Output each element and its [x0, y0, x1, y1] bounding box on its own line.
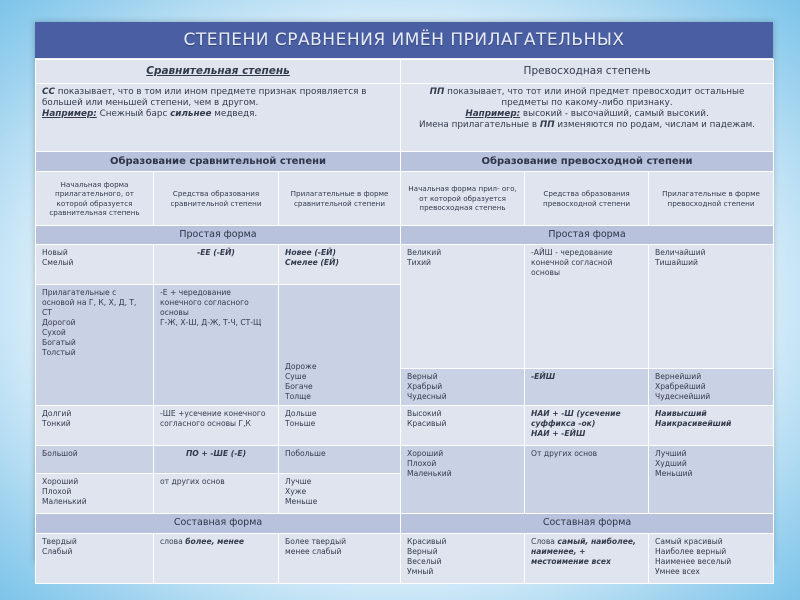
table-cell: Более твердый менее слабый	[279, 533, 401, 583]
sup-form-header: Прилагательные в форме превосходной степени	[649, 172, 774, 226]
comparison-table	[35, 59, 774, 584]
table-cell: НАИ + -Ш (усечение суффикса -ок) НАИ + -ЕЙШ	[525, 405, 649, 445]
table-cell: Побольше	[279, 445, 401, 473]
table-cell: -ШЕ +усечение конечного согласного основы Г,К	[154, 405, 279, 445]
comparative-header: Сравнительная степень	[36, 60, 401, 84]
table-cell: Прилагательные с основой на Г, К, Х, Д, Т, СТ Дорогой Сухой Богатый Толстый	[36, 285, 154, 406]
table-cell: Дороже Суше Богаче Толще	[279, 285, 401, 406]
table-cell: Лучший Худший Меньший	[649, 445, 774, 513]
table-cell: Высокий Красивый	[401, 405, 525, 445]
table-cell: От других основ	[525, 445, 649, 513]
table-cell: Величайший Тишайший	[649, 245, 774, 369]
table-cell: Красивый Верный Веселый Умный	[401, 533, 525, 583]
table-cell: Лучше Хуже Меньше	[279, 473, 401, 513]
table-cell: Хороший Плохой Маленький	[401, 445, 525, 513]
table-cell: -ЕЙШ	[525, 369, 649, 406]
table-cell: Вернейший Храбрейший Чудеснейший	[649, 369, 774, 406]
table-cell: -Е + чередование конечного согласного основы Г-Ж, Х-Ш, Д-Ж, Т-Ч, СТ-Щ	[154, 285, 279, 406]
table-cell: Великий Тихий	[401, 245, 525, 369]
table-cell: Новее (-ЕЙ) Смелее (ЕЙ)	[279, 245, 401, 285]
table-cell: слова более, менее	[154, 533, 279, 583]
comparative-description: СС показывает, что в том или ином предмете признак проявляется в большей или меньшей степени, чем в другом. Например: Снежный барс сильнее медведя.	[36, 84, 401, 152]
table-cell: Слова самый, наиболее, наименее, + местоимение всех	[525, 533, 649, 583]
slide	[35, 22, 773, 576]
slide-title: СТЕПЕНИ СРАВНЕНИЯ ИМЁН ПРИЛАГАТЕЛЬНЫХ	[35, 22, 773, 58]
comp-simple-form-heading: Простая форма	[36, 226, 401, 245]
table-cell: Новый Смелый	[36, 245, 154, 285]
sup-initial-header: Начальная форма прил- ого, от которой образуется превосходная степень	[401, 172, 525, 226]
table-cell: Долгий Тонкий	[36, 405, 154, 445]
sup-formation-heading: Образование превосходной степени	[401, 152, 774, 172]
superlative-header: Превосходная степень	[401, 60, 774, 84]
comp-form-header: Прилагательные в форме сравнительной степени	[279, 172, 401, 226]
table-cell: Дольше Тоньше	[279, 405, 401, 445]
table-cell: Самый красивый Наиболее верный Наименее веселый Умнее всех	[649, 533, 774, 583]
table-cell: ПО + -ШЕ (-Е)	[154, 445, 279, 473]
table-cell: -ЕЕ (-ЕЙ)	[154, 245, 279, 285]
sup-means-header: Средства образования превосходной степени	[525, 172, 649, 226]
table-cell: Верный Храбрый Чудесный	[401, 369, 525, 406]
sup-simple-form-heading: Простая форма	[401, 226, 774, 245]
table-cell: Большой	[36, 445, 154, 473]
comp-means-header: Средства образования сравнительной степени	[154, 172, 279, 226]
comp-compound-form-heading: Составная форма	[36, 513, 401, 533]
comp-formation-heading: Образование сравнительной степени	[36, 152, 401, 172]
table-cell: Наивысший Наикрасивейший	[649, 405, 774, 445]
comp-initial-header: Начальная форма прилагательного, от которой образуется сравнительная степень	[36, 172, 154, 226]
table-cell: Твердый Слабый	[36, 533, 154, 583]
superlative-description: ПП показывает, что тот или иной предмет превосходит остальные предметы по какому-либо признаку. Например: высокий - высочайший, самый высокий. Имена прилагательные в ПП изменяются по родам, числам и падежам.	[401, 84, 774, 152]
table-cell: -АЙШ - чередование конечной согласной основы	[525, 245, 649, 369]
table-cell: Хороший Плохой Маленький	[36, 473, 154, 513]
sup-compound-form-heading: Составная форма	[401, 513, 774, 533]
table-cell: от других основ	[154, 473, 279, 513]
